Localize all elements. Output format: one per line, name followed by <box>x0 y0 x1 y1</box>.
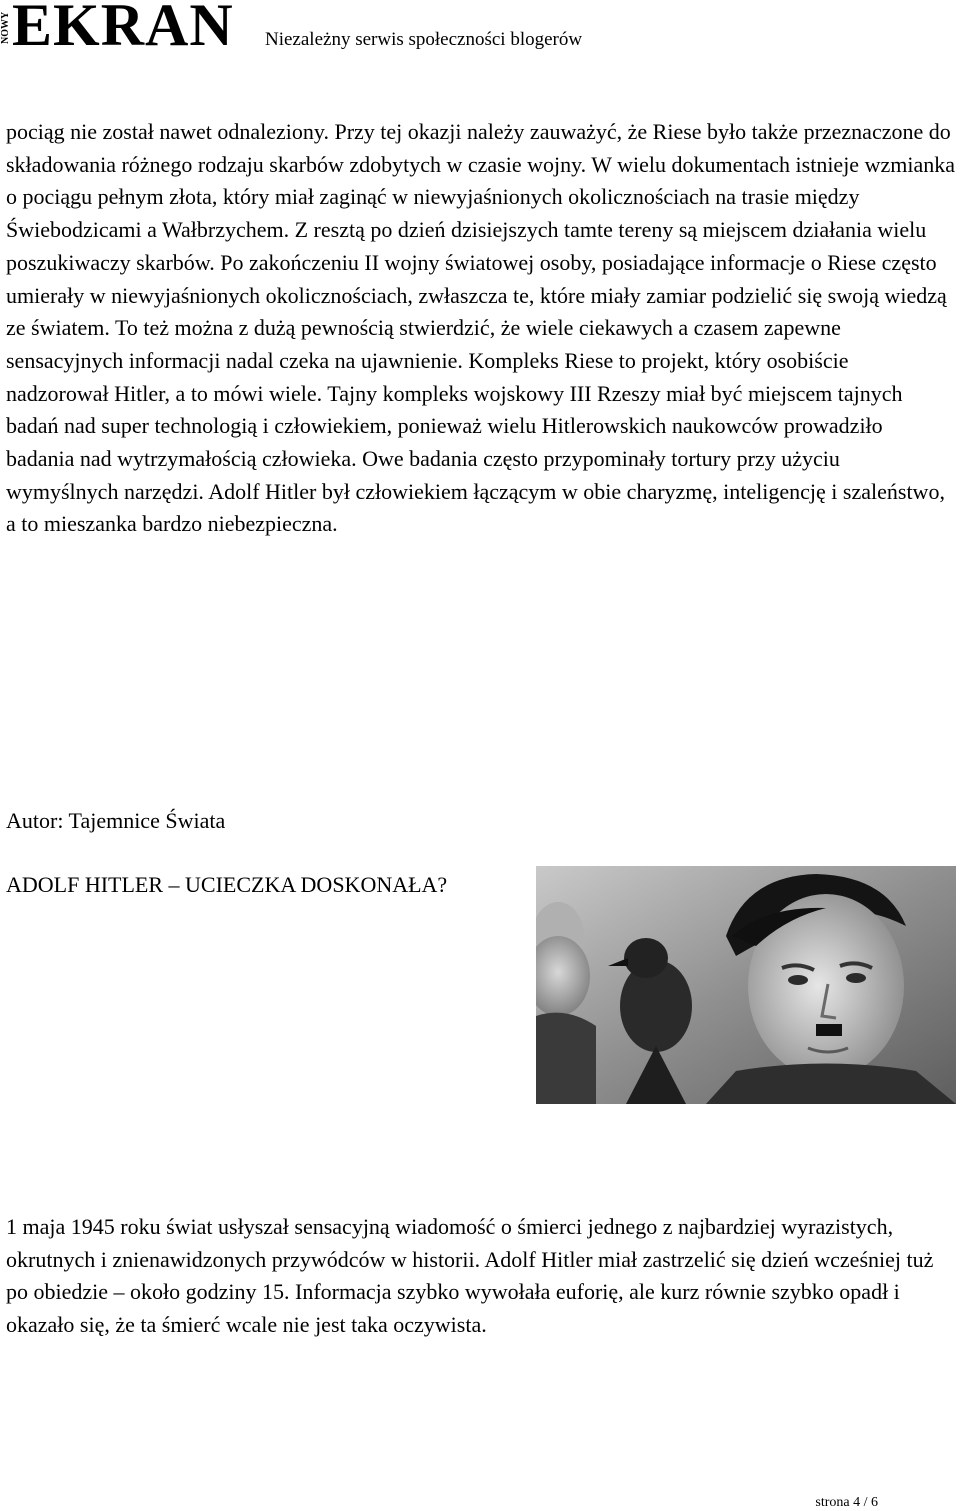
article-paragraph-2: 1 maja 1945 roku świat usłyszał sensacyjną wiadomość o śmierci jednego z najbardziej wyrazistych, okrutnych i znienawidzonych przywódców w historii. Adolf Hitler miał zastrzelić się dzień wcześniej tuż po obiedzie – około godziny 15. Informacja szybko wywołała euforię, ale kurz równie szybko opadł i okazało się, że ta śmierć wcale nie jest taka oczywista. <box>6 1214 934 1338</box>
section-title: ADOLF HITLER – UCIECZKA DOSKONAŁA? <box>6 872 448 897</box>
article-author: Autor: Tajemnice Świata <box>6 808 226 833</box>
header-tagline: Niezależny serwis społeczności blogerów <box>265 29 583 50</box>
photo-illustration <box>536 866 956 1104</box>
article-photo <box>536 866 956 1104</box>
page-header <box>0 0 960 60</box>
article-paragraph-1: pociąg nie został nawet odnaleziony. Przy tej okazji należy zauważyć, że Riese było także przeznaczone do składowania różnego rodzaju skarbów zdobytych w czasie wojny. W wielu dokumentach istnieje wzmianka o pociągu pełnym złota, który miał zaginąć w niewyjaśnionych okolicznościach na trasie między Świebodzicami a Wałbrzychem. Z resztą po dzień dzisiejszych tamte tereny są miejscem działania wielu poszukiwaczy skarbów. Po zakończeniu II wojny światowej osoby, posiadające informacje o Riese często umierały w niewyjaśnionych okolicznościach, zwłaszcza te, które miały zamiar podzielić się swoją wiedzą ze światem. To też można z dużą pewnością stwierdzić, że wiele ciekawych a czasem zapewne sensacyjnych informacji nadal czeka na ujawnienie. Kompleks Riese to projekt, który osobiście nadzorował Hitler, a to mówi wiele. Tajny kompleks wojskowy III Rzeszy miał być miejscem tajnych badań nad super technologią i człowiekiem, ponieważ wielu Hitlerowskich naukowców prowadziło badania nad wytrzymałością człowieka. Owe badania często przypominały tortury przy użyciu wymyślnych narzędzi. Adolf Hitler był człowiekiem łączącym w obie charyzmę, inteligencję i szaleństwo, a to mieszanka bardzo niebezpieczna. <box>6 119 955 537</box>
logo: EKRAN <box>12 0 234 58</box>
logo-small-text: NOWY <box>0 11 11 45</box>
page-number: strona 4 / 6 <box>815 1495 878 1510</box>
